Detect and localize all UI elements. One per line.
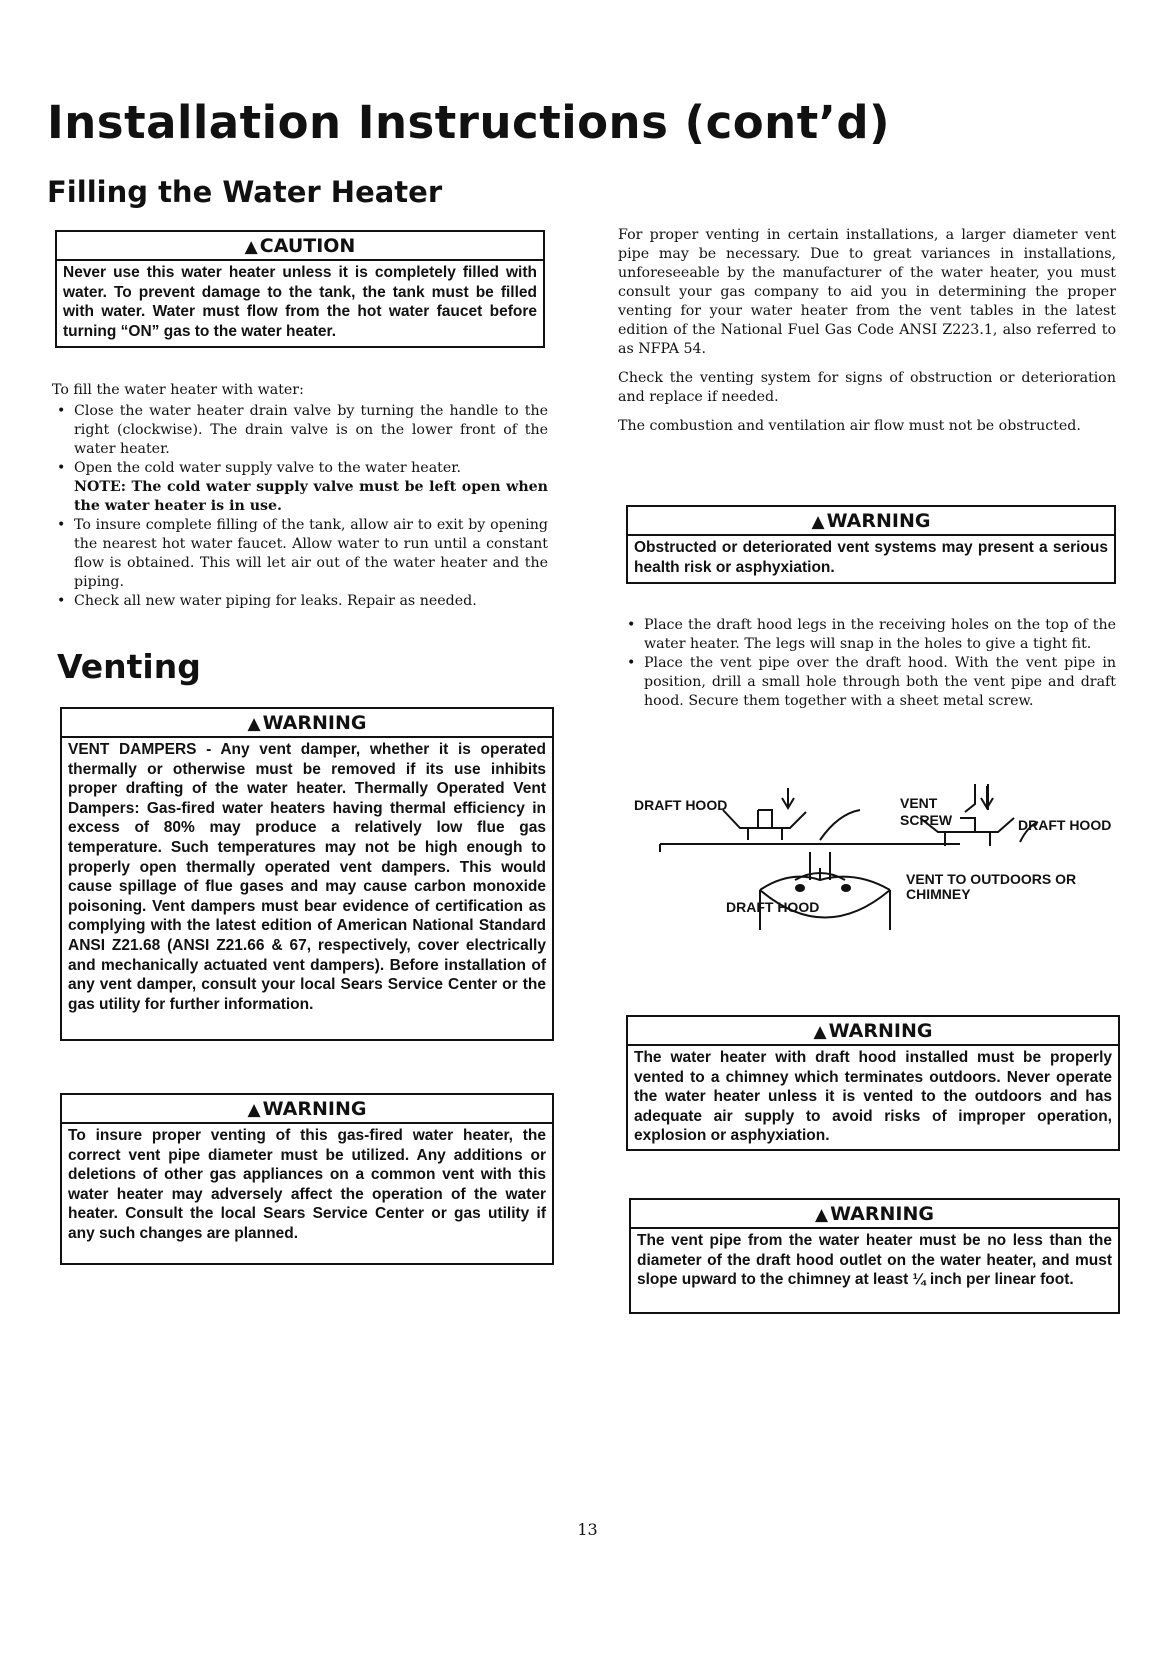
- caution-title: CAUTION: [259, 235, 356, 257]
- page-number: 13: [577, 1520, 598, 1539]
- warning-title-row: [628, 507, 1114, 536]
- warning-vent-diameter-box: [60, 1093, 554, 1265]
- warning-chimney-box: [626, 1015, 1120, 1151]
- warning-vent-slope-box: [629, 1198, 1120, 1314]
- filling-intro: To fill the water heater with water:: [52, 382, 304, 398]
- filling-step: • Close the water heater drain valve by turning the handle to the right (clockwise). The drain valve is on the lower front of the water heater.: [52, 402, 548, 459]
- warning-body: VENT DAMPERS - Any vent damper, whether it is operated thermally or otherwise must be removed if its use inhibits proper drafting of the water heater. Thermally Operated Vent Dampers: Gas-fired water heaters having thermal efficiency in excess of 80% may produce a relatively low flue gas temperature. Such temperatures may not be high enough to properly open thermally operated vent dampers. This would cause spillage of flue gases and may cause carbon monoxide poisoning. Vent dampers must bear evidence of certification as complying with the latest edition of American National Standard ANSI Z21.68 (ANSI Z21.66 & 67, respectively, cover electrically and mechanically actuated vent dampers). Before installation of any vent damper, consult your local Sears Service Center or the gas utility for further information.: [68, 741, 546, 1013]
- label-draft-hood-right: DRAFT HOOD: [1018, 817, 1112, 833]
- warning-body: The water heater with draft hood installed must be properly vented to a chimney which terminates outdoors. Never operate the water heater unless it is vented to the outdoors and has adequate air supply to avoid risks of improper operation, explosion or asphyxiation.: [634, 1049, 1112, 1145]
- draft-hood-steps: [622, 616, 1116, 711]
- venting-heading: Venting: [57, 647, 201, 686]
- warning-title: WARNING: [826, 510, 931, 532]
- label-vent-outdoors-line2: CHIMNEY: [906, 886, 971, 902]
- draft-hood-step: • Place the draft hood legs in the receiving holes on the top of the water heater. The legs will snap in the holes to give a tight fit.: [622, 616, 1116, 654]
- filling-note: NOTE: The cold water supply valve must be left open when the water heater is in use.: [74, 479, 548, 514]
- caution-box: [55, 230, 545, 348]
- warning-title-row: [62, 1095, 552, 1124]
- draft-hood-diagram: [620, 780, 1120, 1000]
- warning-obstructed-box: [626, 505, 1116, 584]
- label-vent-outdoors-line1: VENT TO OUTDOORS OR: [906, 871, 1077, 887]
- warning-triangle-icon: ▲: [244, 237, 258, 257]
- filling-step: • Check all new water piping for leaks. Repair as needed.: [52, 592, 548, 611]
- filling-steps: [52, 402, 548, 611]
- warning-triangle-icon: ▲: [247, 1100, 261, 1120]
- warning-triangle-icon: ▲: [811, 512, 825, 532]
- filling-heading: Filling the Water Heater: [47, 175, 443, 209]
- venting-para-2: Check the venting system for signs of obstruction or deterioration and replace if needed.: [618, 370, 1116, 405]
- filling-step: • To insure complete filling of the tank, allow air to exit by opening the nearest hot water faucet. Allow water to run until a constant flow is obtained. This will let air out of the water heater and the piping.: [52, 516, 548, 592]
- right-paragraphs: [618, 226, 1116, 446]
- label-vent-screw-line1: VENT: [900, 795, 938, 811]
- warning-triangle-icon: ▲: [813, 1022, 827, 1042]
- warning-title: WARNING: [262, 712, 367, 734]
- warning-title-row: [628, 1017, 1118, 1046]
- filling-step: • Open the cold water supply valve to the water heater. NOTE: The cold water supply valve must be left open when the water heater is in use.: [52, 459, 548, 516]
- warning-body: Obstructed or deteriorated vent systems may present a serious health risk or asphyxiation.: [634, 539, 1108, 576]
- venting-para-1: For proper venting in certain installations, a larger diameter vent pipe may be necessary. Due to great variances in installations, unforeseeable by the manufacturer of the water heater, you must consult your gas company to aid you in determining the proper venting for your water heater from the vent tables in the latest edition of the National Fuel Gas Code ANSI Z223.1, also referred to as NFPA 54.: [618, 227, 1116, 357]
- label-vent-screw-line2: SCREW: [900, 812, 953, 828]
- caution-body: Never use this water heater unless it is completely filled with water. To prevent damage to the tank, the tank must be filled with water. Water must flow from the hot water faucet before turning “ON” gas to the water heater.: [63, 264, 537, 340]
- venting-para-3: The combustion and ventilation air flow must not be obstructed.: [618, 418, 1081, 434]
- draft-hood-step: • Place the vent pipe over the draft hood. With the vent pipe in position, drill a small hole through both the vent pipe and draft hood. Secure them together with a sheet metal screw.: [622, 654, 1116, 711]
- label-draft-hood-bottom: DRAFT HOOD: [726, 899, 820, 915]
- warning-body: The vent pipe from the water heater must be no less than the diameter of the draft hood outlet on the water heater, and must slope upward to the chimney at least ¼ inch per linear foot.: [637, 1232, 1112, 1289]
- down-arrow-icon: [782, 788, 794, 808]
- page-title: Installation Instructions (cont’d): [47, 96, 891, 149]
- warning-title-row: [631, 1200, 1118, 1229]
- warning-body: To insure proper venting of this gas-fired water heater, the correct vent pipe diameter must be utilized. Any additions or deletions of other gas appliances on a common vent with this water heater may adversely affect the operation of the water heater. Consult the local Sears Service Center or gas utility if any such changes are planned.: [68, 1127, 546, 1242]
- caution-title-row: [57, 232, 543, 261]
- warning-title: WARNING: [828, 1020, 933, 1042]
- warning-triangle-icon: ▲: [247, 714, 261, 734]
- label-draft-hood-left: DRAFT HOOD: [634, 797, 728, 813]
- warning-title-row: [62, 709, 552, 738]
- warning-title: WARNING: [830, 1203, 934, 1225]
- warning-triangle-icon: ▲: [815, 1205, 829, 1225]
- warning-title: WARNING: [262, 1098, 367, 1120]
- warning-vent-dampers-box: [60, 707, 554, 1041]
